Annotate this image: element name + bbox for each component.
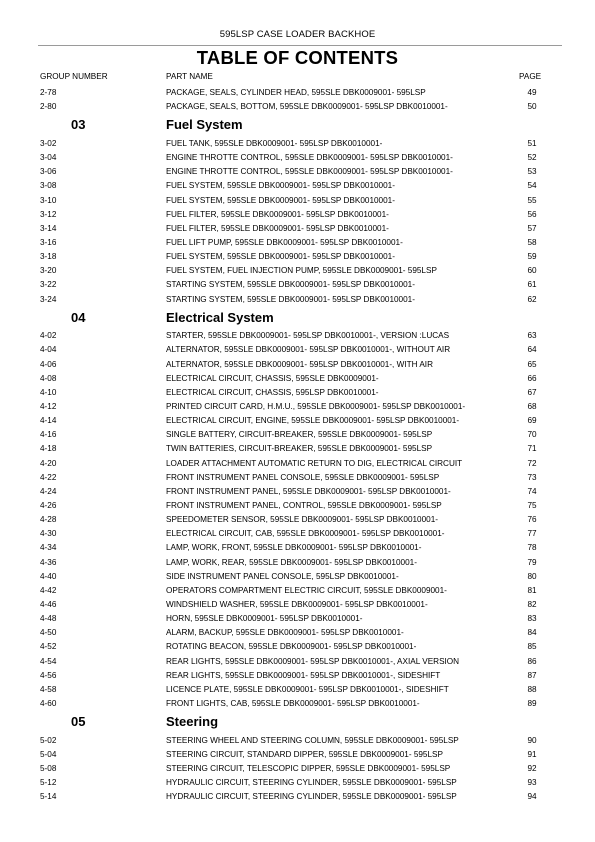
toc-row[interactable] xyxy=(0,683,595,697)
group-number: 4-56 xyxy=(40,670,57,680)
page-title: TABLE OF CONTENTS xyxy=(196,47,399,68)
page-number: 57 xyxy=(527,223,537,233)
section-heading xyxy=(0,114,595,137)
group-number: 4-02 xyxy=(40,331,57,341)
group-number: 4-48 xyxy=(40,614,57,624)
page-number: 70 xyxy=(527,430,537,440)
page-number: 53 xyxy=(527,167,537,177)
page-number: 89 xyxy=(527,699,537,708)
page-number: 52 xyxy=(527,153,537,163)
part-name: FUEL SYSTEM, 595SLE DBK0009001- 595LSP DBK0010001- xyxy=(166,195,395,205)
toc-row[interactable] xyxy=(0,612,595,626)
group-number: 2-80 xyxy=(40,102,57,112)
group-number: 4-16 xyxy=(40,430,57,440)
part-name: ELECTRICAL CIRCUIT, CHASSIS, 595SLE DBK0009001- xyxy=(166,373,379,383)
toc-row[interactable] xyxy=(0,86,595,100)
toc-row[interactable] xyxy=(0,442,595,456)
group-number: 4-06 xyxy=(40,359,57,369)
group-number: 5-02 xyxy=(40,735,57,745)
toc-row[interactable] xyxy=(0,697,595,711)
part-name: HYDRAULIC CIRCUIT, STEERING CYLINDER, 595SLE DBK0009001- 595LSP xyxy=(166,792,457,802)
page-number: 91 xyxy=(527,749,537,759)
part-name: PRINTED CIRCUIT CARD, H.M.U., 595SLE DBK0009001- 595LSP DBK0010001- xyxy=(166,402,466,412)
part-name: ENGINE THROTTE CONTROL, 595SLE DBK0009001- 595LSP DBK0010001- xyxy=(166,167,453,177)
group-number: 3-20 xyxy=(40,266,57,276)
part-name: SINGLE BATTERY, CIRCUIT-BREAKER, 595SLE DBK0009001- 595LSP xyxy=(166,430,433,440)
toc-row[interactable] xyxy=(0,626,595,640)
group-number: 4-36 xyxy=(40,557,57,567)
page-number: 69 xyxy=(527,416,537,426)
toc-row[interactable] xyxy=(0,513,595,527)
group-number: 4-52 xyxy=(40,642,57,652)
group-number: 5-12 xyxy=(40,778,57,788)
part-name: PACKAGE, SEALS, BOTTOM, 595SLE DBK0009001- 595LSP DBK0010001- xyxy=(166,102,448,112)
page-number: 93 xyxy=(527,778,537,788)
toc-row[interactable] xyxy=(0,541,595,555)
group-number: 4-46 xyxy=(40,600,57,610)
toc-row[interactable] xyxy=(0,527,595,541)
group-number: 4-58 xyxy=(40,684,57,694)
part-name: HORN, 595SLE DBK0009001- 595LSP DBK0010001- xyxy=(166,614,363,624)
group-number: 3-16 xyxy=(40,237,57,247)
page-number: 54 xyxy=(527,181,537,191)
group-number: 4-20 xyxy=(40,458,57,468)
page-number: 55 xyxy=(527,195,537,205)
page-number: 94 xyxy=(527,792,537,802)
part-name: LICENCE PLATE, 595SLE DBK0009001- 595LSP DBK0010001-, SIDESHIFT xyxy=(166,684,449,694)
column-header-group-number: GROUP NUMBER xyxy=(40,72,108,81)
group-number: 2-78 xyxy=(40,88,57,97)
part-name: FRONT INSTRUMENT PANEL, 595SLE DBK0009001- 595LSP DBK0010001- xyxy=(166,486,451,496)
toc-row[interactable] xyxy=(0,100,595,114)
part-name: SPEEDOMETER SENSOR, 595SLE DBK0009001- 595LSP DBK0010001- xyxy=(166,515,439,525)
group-number: 4-22 xyxy=(40,472,57,482)
part-name: FUEL SYSTEM, 595SLE DBK0009001- 595LSP DBK0010001- xyxy=(166,252,395,262)
group-number: 4-28 xyxy=(40,515,57,525)
page-number: 85 xyxy=(527,642,537,652)
toc-row[interactable] xyxy=(0,734,595,748)
toc-row[interactable] xyxy=(0,776,595,790)
column-header-part-name: PART NAME xyxy=(166,72,213,81)
toc-row[interactable] xyxy=(0,194,595,208)
part-name: ELECTRICAL CIRCUIT, CHASSIS, 595LSP DBK0010001- xyxy=(166,387,379,397)
part-name: OPERATORS COMPARTMENT ELECTRIC CIRCUIT, 595SLE DBK0009001- xyxy=(166,585,447,595)
toc-row[interactable] xyxy=(0,358,595,372)
part-name: FUEL FILTER, 595SLE DBK0009001- 595LSP DBK0010001- xyxy=(166,223,389,233)
page-number: 60 xyxy=(527,266,537,276)
group-number: 4-54 xyxy=(40,656,57,666)
group-number: 5-08 xyxy=(40,764,57,774)
group-number: 3-12 xyxy=(40,209,57,219)
group-number: 3-06 xyxy=(40,167,57,177)
page-number: 59 xyxy=(527,252,537,262)
group-number: 4-10 xyxy=(40,387,57,397)
page-number: 81 xyxy=(527,585,537,595)
page-number: 79 xyxy=(527,557,537,567)
page-number: 90 xyxy=(527,735,537,745)
page-number: 61 xyxy=(527,280,537,290)
group-number: 4-08 xyxy=(40,373,57,383)
part-name: LAMP, WORK, REAR, 595SLE DBK0009001- 595LSP DBK0010001- xyxy=(166,557,417,567)
toc-row[interactable] xyxy=(0,499,595,513)
part-name: FRONT INSTRUMENT PANEL CONSOLE, 595SLE DBK0009001- 595LSP xyxy=(166,472,440,482)
part-name: FUEL LIFT PUMP, 595SLE DBK0009001- 595LSP DBK0010001- xyxy=(166,237,403,247)
group-number: 5-04 xyxy=(40,749,57,759)
part-name: STARTING SYSTEM, 595SLE DBK0009001- 595LSP DBK0010001- xyxy=(166,294,415,304)
page-number: 51 xyxy=(527,138,537,148)
toc-row[interactable] xyxy=(0,471,595,485)
toc-row[interactable] xyxy=(0,556,595,570)
header-divider xyxy=(38,45,562,46)
page-number: 68 xyxy=(527,402,537,412)
toc-row[interactable] xyxy=(0,372,595,386)
part-name: TWIN BATTERIES, CIRCUIT-BREAKER, 595SLE DBK0009001- 595LSP xyxy=(166,444,433,454)
section-number: 03 xyxy=(71,117,86,133)
part-name: STEERING CIRCUIT, STANDARD DIPPER, 595SLE DBK0009001- 595LSP xyxy=(166,749,443,759)
toc-row[interactable] xyxy=(0,414,595,428)
part-name: STEERING CIRCUIT, TELESCOPIC DIPPER, 595SLE DBK0009001- 595LSP xyxy=(166,764,451,774)
group-number: 3-14 xyxy=(40,223,57,233)
part-name: PACKAGE, SEALS, CYLINDER HEAD, 595SLE DBK0009001- 595LSP xyxy=(166,88,426,97)
part-name: FRONT LIGHTS, CAB, 595SLE DBK0009001- 595LSP DBK0010001- xyxy=(166,699,420,708)
page-number: 75 xyxy=(527,501,537,511)
toc-row[interactable] xyxy=(0,165,595,179)
page-number: 88 xyxy=(527,684,537,694)
document-header: 595LSP CASE LOADER BACKHOE xyxy=(219,29,376,40)
part-name: LOADER ATTACHMENT AUTOMATIC RETURN TO DIG, ELECTRICAL CIRCUIT xyxy=(166,458,463,468)
part-name: STARTING SYSTEM, 595SLE DBK0009001- 595LSP DBK0010001- xyxy=(166,280,415,290)
part-name: FUEL SYSTEM, 595SLE DBK0009001- 595LSP DBK0010001- xyxy=(166,181,395,191)
group-number: 3-24 xyxy=(40,294,57,304)
page-number: 76 xyxy=(527,515,537,525)
page-number: 62 xyxy=(527,294,537,304)
toc-row[interactable] xyxy=(0,236,595,250)
toc-row[interactable] xyxy=(0,762,595,776)
toc-row[interactable] xyxy=(0,343,595,357)
group-number: 4-30 xyxy=(40,529,57,539)
part-name: SIDE INSTRUMENT PANEL CONSOLE, 595LSP DBK0010001- xyxy=(166,571,399,581)
group-number: 4-42 xyxy=(40,585,57,595)
page-number: 86 xyxy=(527,656,537,666)
part-name: ENGINE THROTTE CONTROL, 595SLE DBK0009001- 595LSP DBK0010001- xyxy=(166,153,453,163)
group-number: 4-26 xyxy=(40,501,57,511)
page-number: 77 xyxy=(527,529,537,539)
section-heading xyxy=(0,711,595,734)
page-number: 56 xyxy=(527,209,537,219)
part-name: FUEL FILTER, 595SLE DBK0009001- 595LSP DBK0010001- xyxy=(166,209,389,219)
toc-row[interactable] xyxy=(0,669,595,683)
group-number: 4-50 xyxy=(40,628,57,638)
section-title: Fuel System xyxy=(166,117,243,133)
page-number: 72 xyxy=(527,458,537,468)
toc-row[interactable] xyxy=(0,570,595,584)
toc-row[interactable] xyxy=(0,790,595,804)
toc-row[interactable] xyxy=(0,598,595,612)
part-name: STARTER, 595SLE DBK0009001- 595LSP DBK0010001-, VERSION :LUCAS xyxy=(166,331,450,341)
group-number: 3-22 xyxy=(40,280,57,290)
page-number: 82 xyxy=(527,600,537,610)
part-name: ROTATING BEACON, 595SLE DBK0009001- 595LSP DBK0010001- xyxy=(166,642,417,652)
part-name: REAR LIGHTS, 595SLE DBK0009001- 595LSP DBK0010001-, SIDESHIFT xyxy=(166,670,441,680)
toc-row[interactable] xyxy=(0,485,595,499)
page-number: 50 xyxy=(527,102,537,112)
section-number: 04 xyxy=(71,309,86,325)
toc-row[interactable] xyxy=(0,179,595,193)
part-name: LAMP, WORK, FRONT, 595SLE DBK0009001- 595LSP DBK0010001- xyxy=(166,543,422,553)
page-number: 58 xyxy=(527,237,537,247)
group-number: 4-24 xyxy=(40,486,57,496)
part-name: WINDSHIELD WASHER, 595SLE DBK0009001- 595LSP DBK0010001- xyxy=(166,600,428,610)
toc-row[interactable] xyxy=(0,748,595,762)
toc-row[interactable] xyxy=(0,400,595,414)
toc-row[interactable] xyxy=(0,222,595,236)
toc-row[interactable] xyxy=(0,386,595,400)
part-name: HYDRAULIC CIRCUIT, STEERING CYLINDER, 595SLE DBK0009001- 595LSP xyxy=(166,778,457,788)
page-number: 67 xyxy=(527,387,537,397)
toc-row[interactable] xyxy=(0,655,595,669)
part-name: REAR LIGHTS, 595SLE DBK0009001- 595LSP DBK0010001-, AXIAL VERSION xyxy=(166,656,460,666)
section-heading xyxy=(0,307,595,330)
page-number: 49 xyxy=(527,88,537,97)
page-number: 80 xyxy=(527,571,537,581)
toc-row[interactable] xyxy=(0,151,595,165)
group-number: 4-12 xyxy=(40,402,57,412)
toc-row[interactable] xyxy=(0,278,595,292)
toc-row[interactable] xyxy=(0,250,595,264)
group-number: 4-40 xyxy=(40,571,57,581)
group-number: 3-10 xyxy=(40,195,57,205)
toc-row[interactable] xyxy=(0,584,595,598)
page-number: 87 xyxy=(527,670,537,680)
group-number: 4-34 xyxy=(40,543,57,553)
part-name: ALTERNATOR, 595SLE DBK0009001- 595LSP DBK0010001-, WITH AIR xyxy=(166,359,433,369)
toc-row[interactable] xyxy=(0,329,595,343)
part-name: FUEL SYSTEM, FUEL INJECTION PUMP, 595SLE DBK0009001- 595LSP xyxy=(166,266,437,276)
part-name: STEERING WHEEL AND STEERING COLUMN, 595SLE DBK0009001- 595LSP xyxy=(166,735,459,745)
toc-row[interactable] xyxy=(0,137,595,151)
page-number: 66 xyxy=(527,373,537,383)
page-number: 73 xyxy=(527,472,537,482)
part-name: FUEL TANK, 595SLE DBK0009001- 595LSP DBK0010001- xyxy=(166,138,383,148)
section-number: 05 xyxy=(71,714,86,730)
page-number: 71 xyxy=(527,444,537,454)
part-name: ALTERNATOR, 595SLE DBK0009001- 595LSP DBK0010001-, WITHOUT AIR xyxy=(166,345,451,355)
page-number: 92 xyxy=(527,764,537,774)
toc-row[interactable] xyxy=(0,208,595,222)
page-number: 74 xyxy=(527,486,537,496)
group-number: 3-02 xyxy=(40,138,57,148)
part-name: ALARM, BACKUP, 595SLE DBK0009001- 595LSP DBK0010001- xyxy=(166,628,404,638)
page-number: 78 xyxy=(527,543,537,553)
toc-row[interactable] xyxy=(0,457,595,471)
group-number: 4-60 xyxy=(40,699,57,708)
part-name: ELECTRICAL CIRCUIT, ENGINE, 595SLE DBK0009001- 595LSP DBK0010001- xyxy=(166,416,460,426)
toc-list xyxy=(0,86,595,805)
group-number: 4-18 xyxy=(40,444,57,454)
group-number: 3-18 xyxy=(40,252,57,262)
section-title: Steering xyxy=(166,714,219,730)
column-header-page: PAGE xyxy=(519,72,542,81)
group-number: 4-14 xyxy=(40,416,57,426)
page-number: 65 xyxy=(527,359,537,369)
page-number: 64 xyxy=(527,345,537,355)
part-name: ELECTRICAL CIRCUIT, CAB, 595SLE DBK0009001- 595LSP DBK0010001- xyxy=(166,529,445,539)
group-number: 3-04 xyxy=(40,153,57,163)
toc-row[interactable] xyxy=(0,293,595,307)
page-number: 63 xyxy=(527,331,537,341)
group-number: 4-04 xyxy=(40,345,57,355)
toc-row[interactable] xyxy=(0,640,595,654)
page-number: 84 xyxy=(527,628,537,638)
part-name: FRONT INSTRUMENT PANEL, CONTROL, 595SLE DBK0009001- 595LSP xyxy=(166,501,442,511)
group-number: 5-14 xyxy=(40,792,57,802)
page-number: 83 xyxy=(527,614,537,624)
group-number: 3-08 xyxy=(40,181,57,191)
toc-row[interactable] xyxy=(0,264,595,278)
section-title: Electrical System xyxy=(166,309,274,325)
toc-row[interactable] xyxy=(0,428,595,442)
